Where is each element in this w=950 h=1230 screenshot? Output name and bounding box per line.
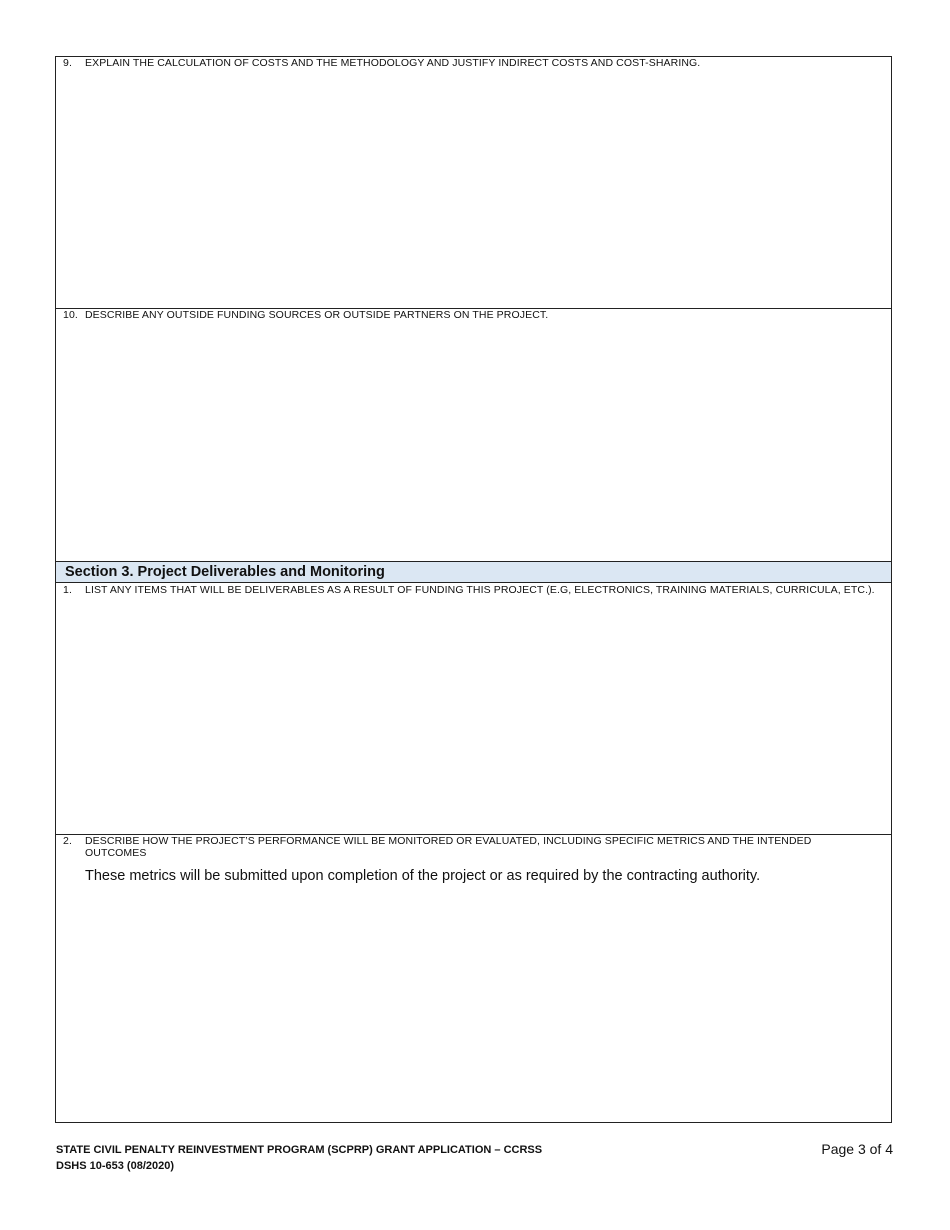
form-page bbox=[55, 56, 892, 1123]
question-text: DESCRIBE ANY OUTSIDE FUNDING SOURCES OR OUTSIDE PARTNERS ON THE PROJECT. bbox=[85, 309, 549, 321]
question-text: EXPLAIN THE CALCULATION OF COSTS AND THE METHODOLOGY AND JUSTIFY INDIRECT COSTS AND COST-SHARING. bbox=[85, 57, 701, 69]
answer-field-monitoring[interactable]: These metrics will be submitted upon completion of the project or as required by the contracting authority. bbox=[85, 868, 761, 884]
answer-field-10[interactable] bbox=[56, 321, 891, 559]
answer-field-9[interactable] bbox=[56, 69, 891, 307]
question-number: 9. bbox=[63, 57, 72, 69]
answer-field-deliverables[interactable] bbox=[56, 610, 891, 832]
page-number: Page 3 of 4 bbox=[821, 1141, 893, 1157]
question-text: DESCRIBE HOW THE PROJECT’S PERFORMANCE WILL BE MONITORED OR EVALUATED, INCLUDING SPECIFIC METRICS AND THE INTENDED OUTCOMES bbox=[85, 835, 812, 859]
form-code: DSHS 10-653 (08/2020) bbox=[56, 1160, 175, 1172]
footer-title: STATE CIVIL PENALTY REINVESTMENT PROGRAM (SCPRP) GRANT APPLICATION – CCRSS bbox=[56, 1144, 543, 1156]
question-number: 2. bbox=[63, 835, 72, 847]
section-title: Section 3. Project Deliverables and Monitoring bbox=[65, 564, 385, 580]
section-3-header bbox=[56, 561, 891, 583]
question-text: LIST ANY ITEMS THAT WILL BE DELIVERABLES AS A RESULT OF FUNDING THIS PROJECT (E.G, ELECTRONICS, TRAINING MATERIALS, CURRICULA, ETC.). bbox=[85, 584, 875, 596]
question-number: 10. bbox=[63, 309, 78, 321]
question-number: 1. bbox=[63, 584, 72, 596]
